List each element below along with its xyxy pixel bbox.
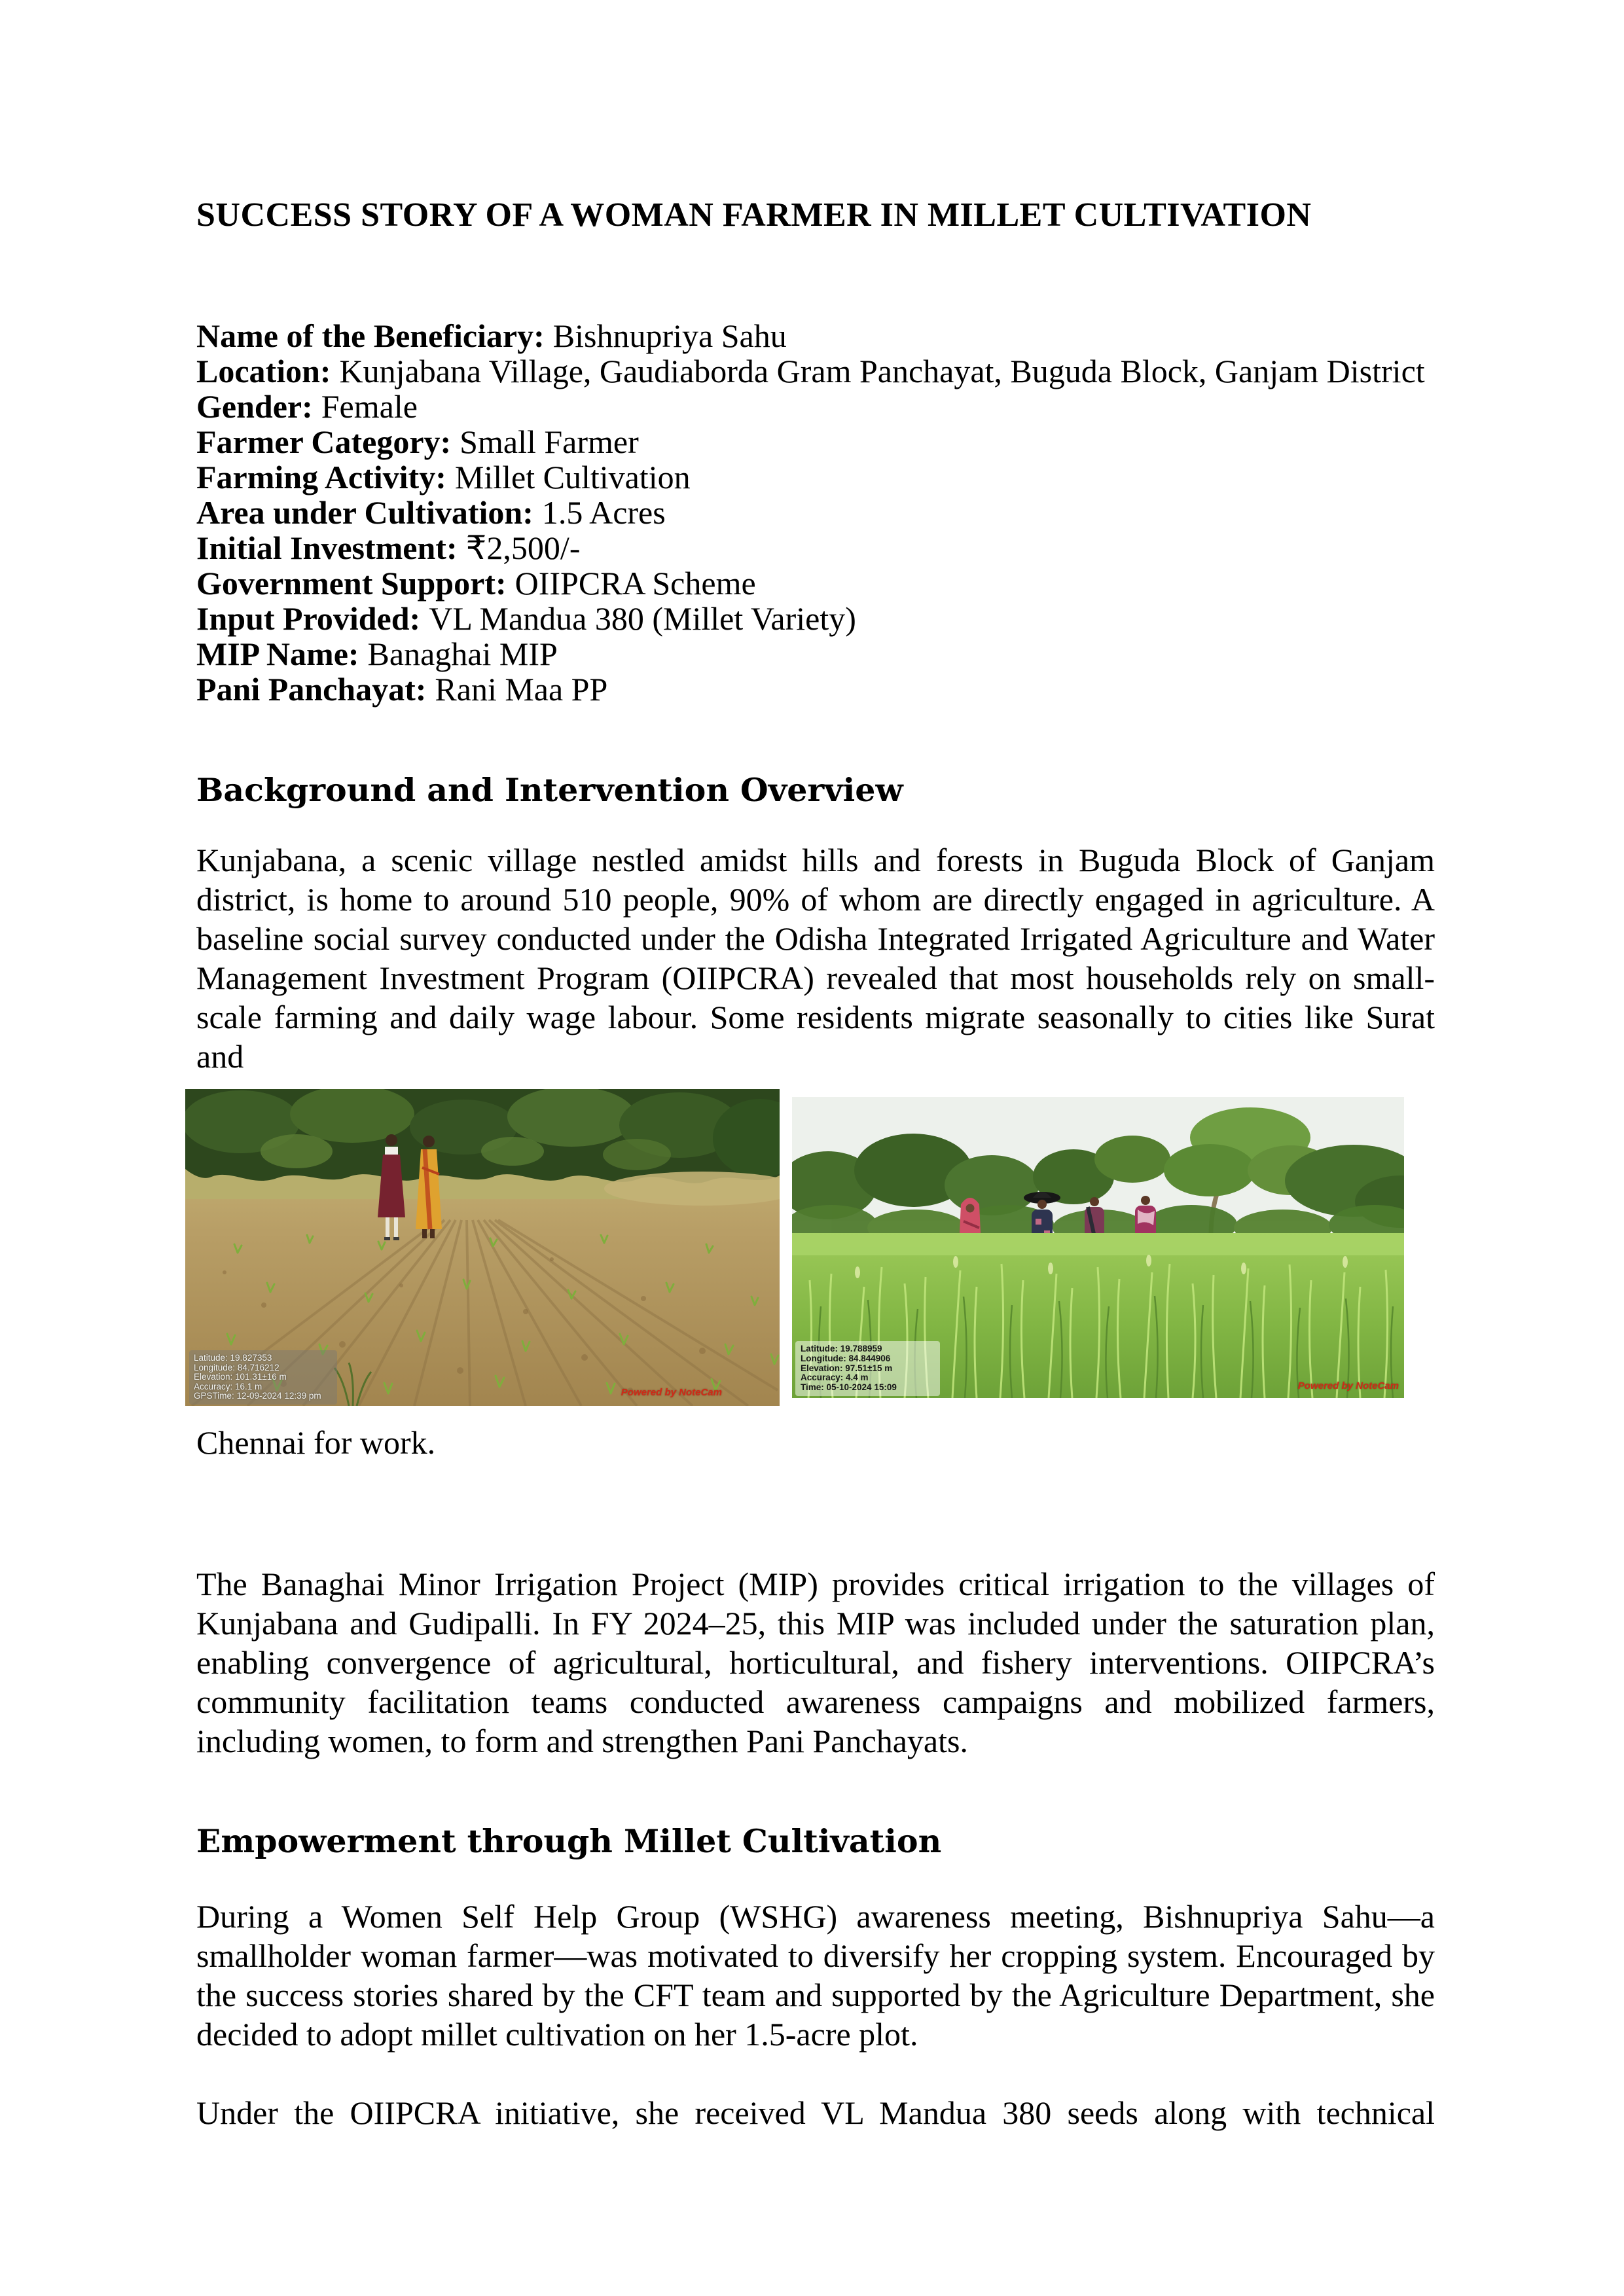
grown-field-scene: [792, 1097, 1404, 1398]
gps-elevation: Elevation: 101.31±16 m: [194, 1372, 287, 1382]
detail-label: Name of the Beneficiary:: [196, 317, 545, 354]
detail-row-location: [196, 353, 1435, 389]
detail-value: Kunjabana Village, Gaudiaborda Gram Panchayat, Buguda Block, Ganjam District: [339, 353, 1425, 389]
detail-label: Farming Activity:: [196, 459, 446, 495]
gps-time: Time: 05-10-2024 15:09: [801, 1382, 897, 1393]
section-heading-background: Background and Intervention Overview: [196, 771, 903, 809]
detail-label: Farmer Category:: [196, 423, 452, 460]
beneficiary-details: [196, 318, 1435, 707]
detail-label: Pani Panchayat:: [196, 671, 427, 708]
paragraph-empowerment-1: During a Women Self Help Group (WSHG) awareness meeting, Bishnupriya Sahu—a smallholder woman farmer—was motivated to diversify her cropping system. Encouraged by the success stories shared by the CFT team and supported by the Agriculture Department, she decided to adopt millet cultivation on her 1.5-acre plot.: [196, 1898, 1435, 2053]
gps-elevation: Elevation: 97.51±15 m: [801, 1363, 893, 1373]
detail-row-mip-name: [196, 636, 1435, 672]
photo-sown-field: [185, 1089, 780, 1406]
detail-value: ₹2,500/-: [465, 529, 581, 566]
paragraph-background-1: Kunjabana, a scenic village nestled amidst hills and forests in Buguda Block of Ganjam district, is home to around 510 people, 90% of whom are directly engaged in agriculture. A baseline social survey conducted under the Odisha Integrated Irrigated Agriculture and Water Management Investment Program (OIIPCRA) revealed that most households rely on small-scale farming and daily wage labour. Some residents migrate seasonally to cities like Surat and: [196, 842, 1435, 1075]
detail-value: Banaghai MIP: [367, 636, 558, 672]
camera-app-watermark: Powered by NoteCam: [621, 1387, 722, 1398]
detail-label: Initial Investment:: [196, 529, 458, 566]
gps-accuracy: Accuracy: 4.4 m: [801, 1372, 869, 1383]
detail-value: Millet Cultivation: [454, 459, 691, 495]
detail-value: Female: [321, 388, 418, 425]
detail-row-farming-activity: [196, 459, 1435, 495]
sown-field-scene: [185, 1089, 780, 1406]
detail-row-name: [196, 318, 1435, 353]
detail-row-investment: [196, 530, 1435, 565]
detail-label: Location:: [196, 353, 331, 389]
photo-grown-field: [792, 1097, 1404, 1398]
detail-value: OIIPCRA Scheme: [514, 565, 756, 601]
gps-time: GPSTime: 12-09-2024 12:39 pm: [194, 1391, 321, 1401]
detail-row-gender: [196, 389, 1435, 424]
detail-value: Rani Maa PP: [435, 671, 608, 708]
detail-label: Gender:: [196, 388, 313, 425]
gps-longitude: Longitude: 84.716212: [194, 1362, 280, 1372]
photos-row: [185, 1089, 1435, 1407]
camera-app-watermark: Powered by NoteCam: [1297, 1380, 1399, 1391]
section-heading-empowerment: Empowerment through Millet Cultivation: [196, 1822, 942, 1860]
paragraph-background-2: The Banaghai Minor Irrigation Project (MIP) provides critical irrigation to the villages of Kunjabana and Gudipalli. In FY 2024–25, this MIP was included under the saturation plan, enabling convergence of agricultural, horticultural, and fishery interventions. OIIPCRA’s community facilitation teams conducted awareness campaigns and mobilized farmers, including women, to form and strengthen Pani Panchayats.: [196, 1566, 1435, 1759]
gps-accuracy: Accuracy: 16.1 m: [194, 1381, 262, 1391]
detail-label: Area under Cultivation:: [196, 494, 533, 531]
detail-value: Small Farmer: [460, 423, 639, 460]
detail-row-govt-support: [196, 565, 1435, 601]
paragraph-background-1-continued: Chennai for work.: [196, 1424, 436, 1461]
detail-value: VL Mandua 380 (Millet Variety): [429, 600, 856, 637]
detail-row-farmer-category: [196, 424, 1435, 459]
detail-value: Bishnupriya Sahu: [552, 317, 787, 354]
page-title: SUCCESS STORY OF A WOMAN FARMER IN MILLET CULTIVATION: [196, 196, 1312, 234]
detail-value: 1.5 Acres: [541, 494, 666, 531]
detail-row-input-provided: [196, 601, 1435, 636]
detail-label: Input Provided:: [196, 600, 421, 637]
paragraph-empowerment-2: Under the OIIPCRA initiative, she received VL Mandua 380 seeds along with technical: [196, 2094, 1435, 2131]
detail-label: MIP Name:: [196, 636, 359, 672]
detail-label: Government Support:: [196, 565, 507, 601]
grass-far-band: [792, 1233, 1404, 1255]
detail-row-pani-panchayat: [196, 672, 1435, 707]
gps-longitude: Longitude: 84.844906: [801, 1353, 891, 1363]
gps-latitude: Latitude: 19.827353: [194, 1353, 272, 1363]
gps-latitude: Latitude: 19.788959: [801, 1344, 882, 1354]
forest-treeline: [185, 1089, 780, 1183]
detail-row-area: [196, 495, 1435, 530]
